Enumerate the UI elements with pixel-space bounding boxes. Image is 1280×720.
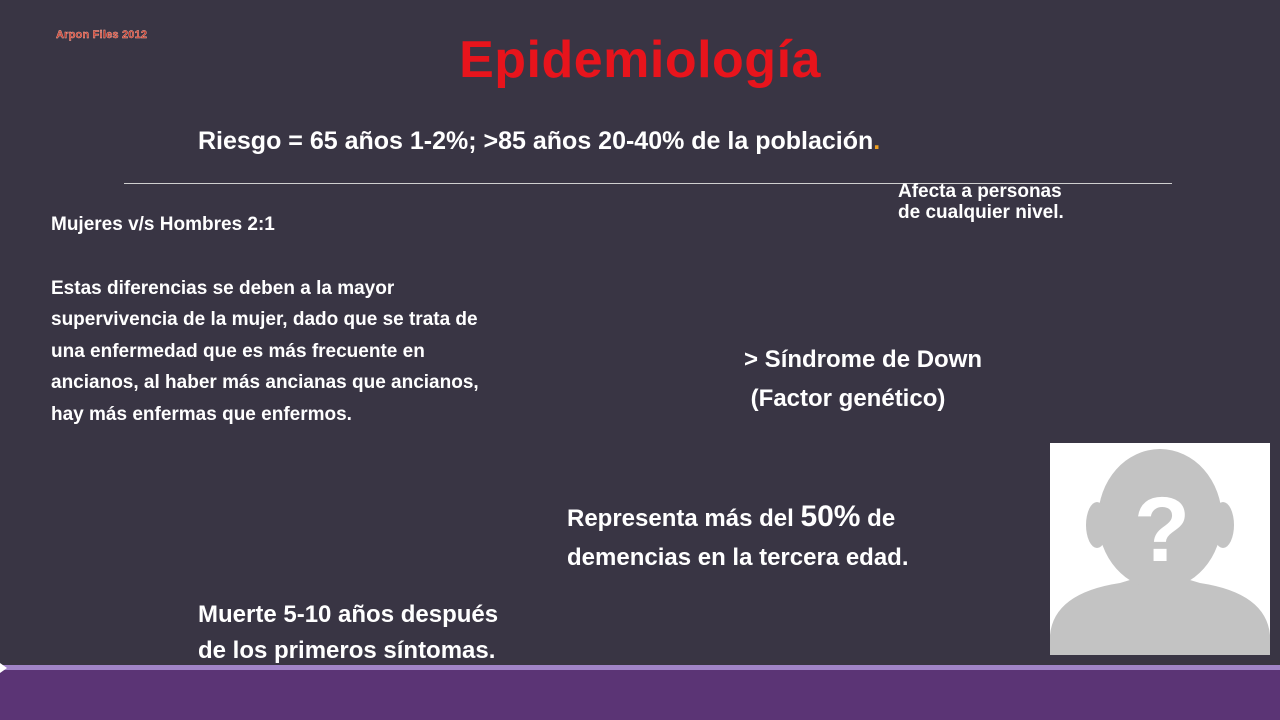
muerte-line-2: de los primeros síntomas.: [198, 637, 496, 664]
gender-explanation: Estas diferencias se deben a la mayor supervivencia de la mujer, dado que se trata de una enfermedad que es más frecuente en ancianos, al haber más ancianas que ancianos, hay más enfermas que enfermos.: [51, 277, 479, 425]
riesgo-period: .: [873, 127, 881, 155]
question-mark: ?: [1133, 479, 1191, 581]
afecta-text: Afecta a personas de cualquier nivel.: [898, 181, 1064, 223]
representa-line-1: [567, 497, 909, 538]
watermark: Arpon Files 2012: [56, 29, 148, 41]
down-line-2: (Factor genético): [744, 385, 946, 412]
slide-title: Epidemiología: [459, 31, 821, 89]
left-text-block: [51, 209, 511, 430]
gender-ratio: Mujeres v/s Hombres 2:1: [51, 214, 275, 235]
representa-line-2: demencias en la tercera edad.: [567, 544, 909, 571]
representa-post: de: [860, 505, 896, 532]
representa-percent: 50%: [800, 500, 861, 533]
representa-pre: Representa más del: [567, 505, 801, 532]
unknown-person-image: [1050, 443, 1270, 655]
muerte-text: [198, 597, 498, 669]
footer-triangle-marker: [0, 663, 7, 673]
down-line-1: > Síndrome de Down: [744, 346, 983, 373]
person-silhouette-icon: [1050, 443, 1270, 655]
muerte-line-1: Muerte 5-10 años después: [198, 601, 499, 628]
representa-text: [567, 497, 909, 577]
riesgo-line: [198, 127, 880, 156]
down-syndrome-text: [744, 340, 982, 418]
riesgo-text: Riesgo = 65 años 1-2%; >85 años 20-40% de la población: [198, 127, 874, 155]
footer-bar: [0, 670, 1280, 720]
